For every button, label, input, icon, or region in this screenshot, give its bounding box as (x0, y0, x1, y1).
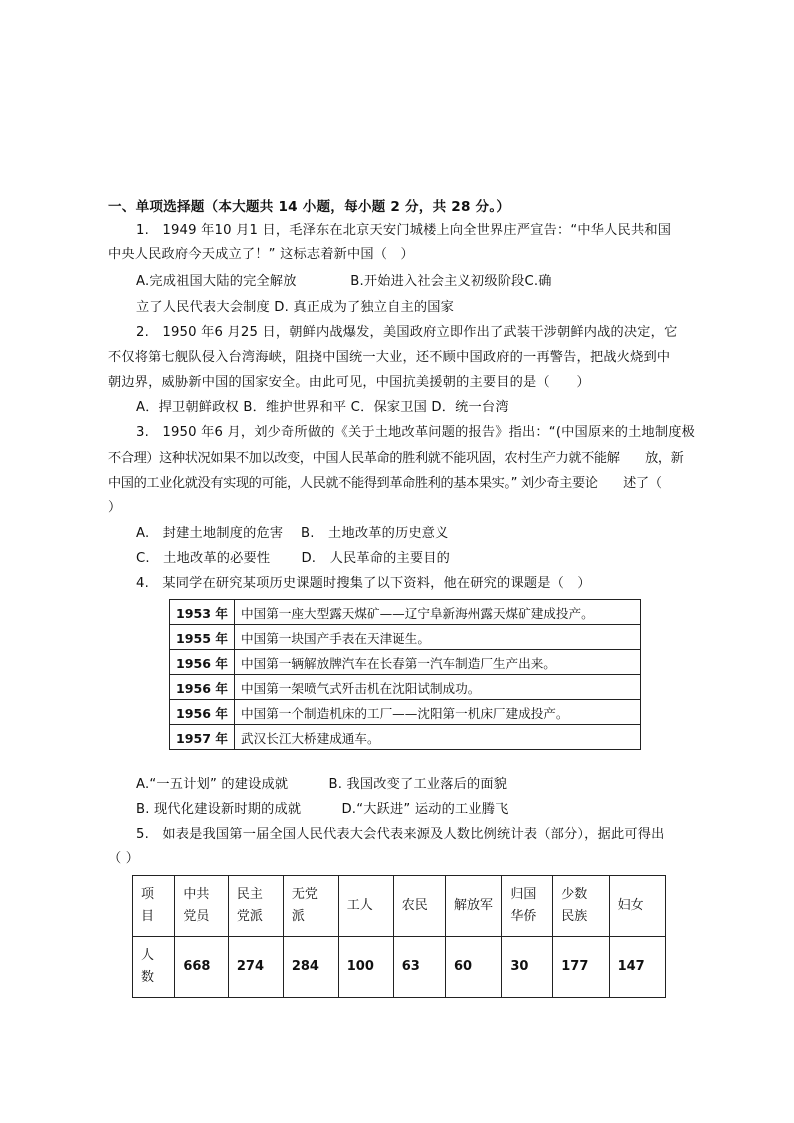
q3-options-cd: C. 土地改革的必要性 D. 人民革命的主要目的 (136, 551, 451, 566)
header-text: 民族 (561, 909, 588, 924)
value-cell: 60 (445, 937, 501, 998)
header-cell (338, 876, 393, 937)
q5-table (132, 875, 666, 998)
value-cell: 668 (175, 937, 229, 998)
value-cell: 30 (502, 937, 553, 998)
header-text: 归国 (510, 887, 537, 902)
q4-options-cd: B. 现代化建设新时期的成就 D.“大跃进” 运动的工业腾飞 (136, 802, 509, 817)
table-row (170, 600, 641, 625)
q1-options-line-1: A.完成祖国大陆的完全解放 B.开始进入社会主义初级阶段C.确 (136, 274, 552, 289)
header-text: 党派 (236, 909, 263, 924)
year-cell: 1956 年 (170, 700, 235, 725)
q5-line-1: 5. 如表是我国第一届全国人民代表大会代表来源及人数比例统计表（部分），据此可得出 (136, 827, 665, 842)
value-cell: 177 (553, 937, 609, 998)
section-title: 一、单项选择题（本大题共 14 小题，每小题 2 分，共 28 分。） (108, 199, 511, 215)
header-text: 华侨 (510, 909, 537, 924)
value-cell: 284 (283, 937, 338, 998)
q3-line-1: 3. 1950 年6 月，刘少奇所做的《关于土地改革问题的报告》指出：“(中国原来的土地制度极 (136, 425, 696, 440)
q3-line-2: 不合理）这种状况如果不加以改变，中国人民革命的胜利就不能巩固，农村生产力就不能解 放，新 (108, 451, 684, 466)
table-row (170, 650, 641, 675)
header-cell (133, 876, 175, 937)
year-cell: 1953 年 (170, 600, 235, 625)
header-text: 农民 (401, 898, 428, 913)
q4-stem: 4. 某同学在研究某项历史课题时搜集了以下资料，他在研究的课题是（ ） (136, 576, 591, 591)
q1-line-1: 1. 1949 年10 月1 日，毛泽东在北京天安门城楼上向全世界庄严宣告：“中华人民共和国 (136, 223, 672, 238)
q5-line-2: （ ） (108, 851, 140, 866)
event-cell: 武汉长江大桥建成通车。 (235, 725, 641, 750)
q4-table (169, 599, 641, 750)
event-cell: 中国第一座大型露天煤矿——辽宁阜新海州露天煤矿建成投产。 (235, 600, 641, 625)
header-cell (228, 876, 283, 937)
event-cell: 中国第一个制造机床的工厂——沈阳第一机床厂建成投产。 (235, 700, 641, 725)
q3-options-ab: A. 封建土地制度的危害 B. 土地改革的历史意义 (136, 526, 449, 541)
q3-line-3: 中国的工业化就没有实现的可能，人民就不能得到革命胜利的基本果实。” 刘少奇主要论 述了（ (108, 476, 662, 491)
table-row (170, 700, 641, 725)
header-text: 党员 (183, 909, 210, 924)
header-text: 目 (141, 909, 155, 924)
value-cell: 63 (393, 937, 445, 998)
year-cell: 1956 年 (170, 650, 235, 675)
value-cell: 274 (228, 937, 283, 998)
row-label-cell (133, 937, 175, 998)
header-text: 项 (141, 887, 155, 902)
table-row (170, 675, 641, 700)
q4-options-ab: A.“一五计划” 的建设成就 B. 我国改变了工业落后的面貌 (136, 777, 508, 792)
value-cell: 100 (338, 937, 393, 998)
event-cell: 中国第一辆解放牌汽车在长春第一汽车制造厂生产出来。 (235, 650, 641, 675)
table-row (170, 625, 641, 650)
q2-options: A．捍卫朝鲜政权 B．维护世界和平 C．保家卫国 D．统一台湾 (136, 400, 509, 415)
header-text: 妇女 (617, 898, 644, 913)
header-text: 民主 (236, 887, 263, 902)
header-cell (502, 876, 553, 937)
header-cell (609, 876, 665, 937)
header-text: 派 (291, 909, 305, 924)
value-cell: 147 (609, 937, 665, 998)
q1-line-2: 中央人民政府今天成立了！” 这标志着新中国（ ） (108, 247, 414, 262)
header-cell (175, 876, 229, 937)
header-cell (553, 876, 609, 937)
q2-line-3: 朝边界，威胁新中国的国家安全。由此可见，中国抗美援朝的主要目的是（ ） (108, 375, 590, 390)
row-label-text: 数 (141, 970, 155, 985)
q5-value-row (133, 937, 666, 998)
q2-line-1: 2. 1950 年6 月25 日，朝鲜内战爆发，美国政府立即作出了武装干涉朝鲜内战的决定，它 (136, 325, 678, 340)
header-cell (393, 876, 445, 937)
header-cell (445, 876, 501, 937)
year-cell: 1955 年 (170, 625, 235, 650)
year-cell: 1957 年 (170, 725, 235, 750)
header-text: 工人 (346, 898, 373, 913)
year-cell: 1956 年 (170, 675, 235, 700)
row-label-text: 人 (141, 948, 155, 963)
q2-line-2: 不仅将第七舰队侵入台湾海峡，阻挠中国统一大业，还不顾中国政府的一再警告，把战火烧到中 (108, 350, 671, 365)
table-row (170, 725, 641, 750)
event-cell: 中国第一块国产手表在天津诞生。 (235, 625, 641, 650)
header-cell (283, 876, 338, 937)
header-text: 少数 (561, 887, 588, 902)
q1-options-line-2: 立了人民代表大会制度 D. 真正成为了独立自主的国家 (136, 300, 455, 315)
header-text: 中共 (183, 887, 210, 902)
header-text: 解放军 (453, 898, 493, 913)
header-text: 无党 (291, 887, 318, 902)
q5-header-row (133, 876, 666, 937)
event-cell: 中国第一架喷气式歼击机在沈阳试制成功。 (235, 675, 641, 700)
q3-line-4: ） (108, 500, 122, 515)
